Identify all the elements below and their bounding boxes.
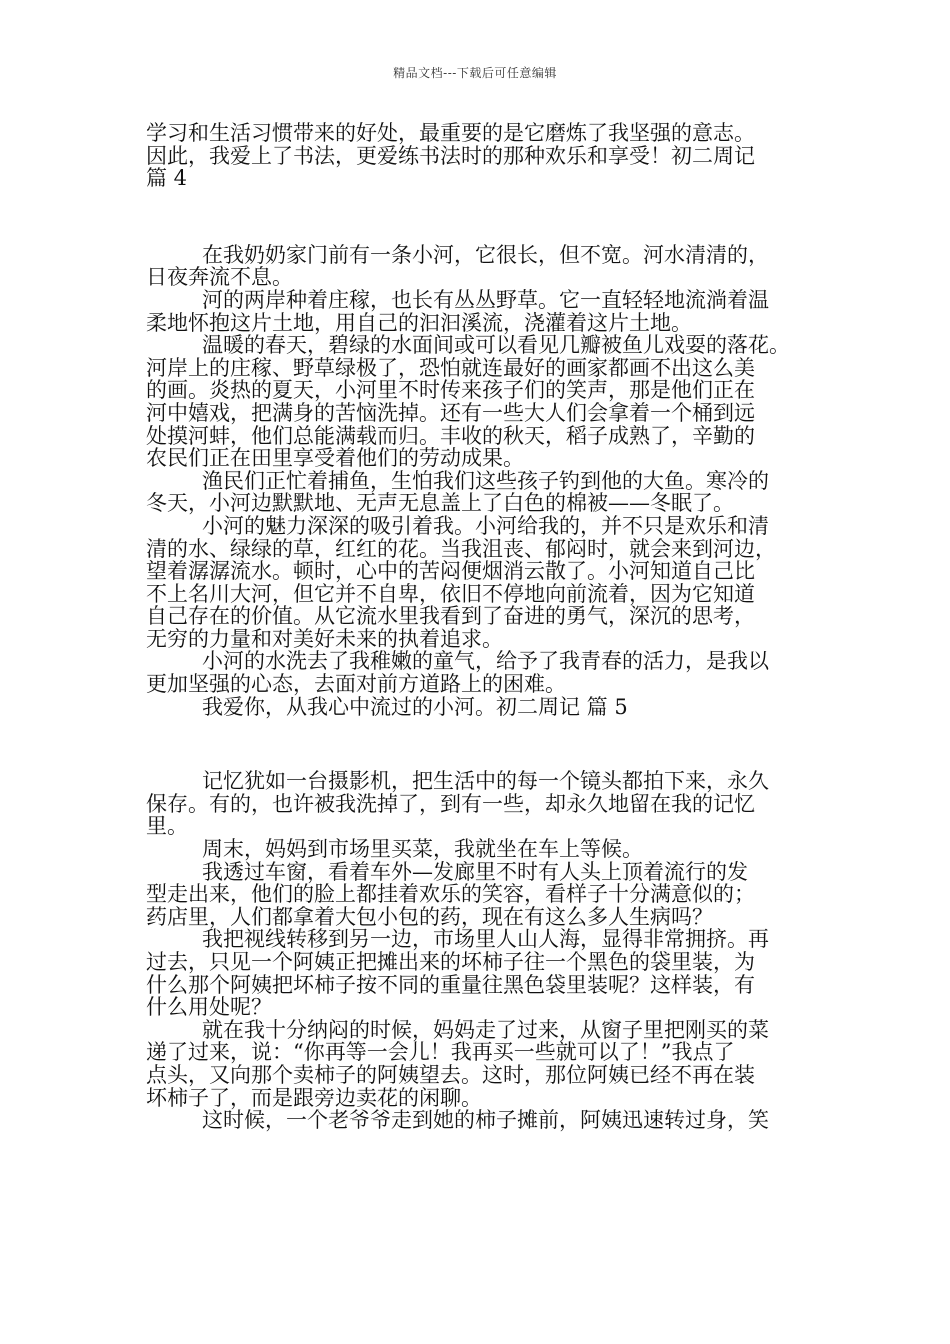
- text-line: 河岸上的庄稼、野草绿极了，恐怕就连最好的画家都画不出这么美: [146, 355, 755, 380]
- text-line: 冬天，小河边默默地、无声无息盖上了白色的棉被——冬眠了。: [146, 491, 734, 516]
- text-line: 无穷的力量和对美好未来的执着追求。: [146, 626, 503, 651]
- text-line: 农民们正在田里享受着他们的劳动成果。: [146, 446, 524, 471]
- text-line: 清的水、绿绿的草，红红的花。当我沮丧、郁闷时，就会来到河边，: [146, 536, 776, 561]
- text-line: 记忆犹如一台摄影机，把生活中的每一个镜头都拍下来，永久: [202, 769, 769, 794]
- text-line: 河的两岸种着庄稼，也长有丛丛野草。它一直轻轻地流淌着温: [202, 287, 769, 312]
- text-line: 的画。炎热的夏天，小河里不时传来孩子们的笑声，那是他们正在: [146, 378, 755, 403]
- text-line: 型走出来，他们的脸上都挂着欢乐的笑容，看样子十分满意似的；: [146, 882, 755, 907]
- text-line: 处摸河蚌，他们总能满载而归。丰收的秋天，稻子成熟了，辛勤的: [146, 423, 755, 448]
- text-line: 在我奶奶家门前有一条小河，它很长，但不宽。河水清清的，: [202, 242, 769, 267]
- text-line: 温暖的春天，碧绿的水面间或可以看见几瓣被鱼儿戏耍的落花。: [202, 333, 790, 358]
- text-line: 药店里，人们都拿着大包小包的药，现在有这么多人生病吗？: [146, 904, 713, 929]
- paragraph-gap: [146, 718, 806, 770]
- text-line: 什么用处呢？: [146, 995, 272, 1020]
- text-line: 小河的水洗去了我稚嫩的童气，给予了我青春的活力，是我以: [202, 649, 769, 674]
- page-header: 精品文档---下载后可任意编辑: [393, 66, 557, 80]
- paragraph-gap: [146, 190, 806, 244]
- text-line: 因此，我爱上了书法，更爱练书法时的那种欢乐和享受！初二周记: [146, 143, 755, 168]
- text-line: 过去，只见一个阿姨正把摊出来的坏柿子往一个黑色的袋里装，为: [146, 950, 755, 974]
- text-line: 周末，妈妈到市场里买菜，我就坐在车上等候。: [202, 837, 643, 862]
- text-line: 我透过车窗，看着车外—发廊里不时有人头上顶着流行的发: [202, 859, 748, 884]
- text-line: 就在我十分纳闷的时候，妈妈走了过来，从窗子里把刚买的菜: [202, 1017, 769, 1042]
- text-line: 里。: [146, 814, 188, 839]
- text-line: 我爱你，从我心中流过的小河。初二周记 篇 5: [202, 694, 628, 719]
- text-line: 什么那个阿姨把坏柿子按不同的重量往黑色袋里装呢？这样装，有: [146, 972, 755, 997]
- text-line: 篇 4: [146, 166, 188, 191]
- text-line: 望着潺潺流水。顿时，心中的苦闷便烟消云散了。小河知道自己比: [146, 559, 755, 584]
- text-line: 河中嬉戏，把满身的苦恼洗掉。还有一些大人们会拿着一个桶到远: [146, 400, 755, 425]
- text-line: 更加坚强的心态，去面对前方道路上的困难。: [146, 672, 566, 697]
- text-line: 不上名川大河，但它并不自卑，依旧不停地向前流着，因为它知道: [146, 581, 755, 606]
- text-line: 坏柿子了，而是跟旁边卖花的闲聊。: [146, 1085, 482, 1110]
- text-line: 小河的魅力深深的吸引着我。小河给我的，并不只是欢乐和清: [202, 513, 769, 538]
- text-line: 自己存在的价值。从它流水里我看到了奋进的勇气，深沉的思考，: [146, 604, 755, 629]
- text-line: 渔民们正忙着捕鱼，生怕我们这些孩子钓到他的大鱼。寒冷的: [202, 468, 769, 493]
- text-line: 我把视线转移到另一边，市场里人山人海，显得非常拥挤。再: [202, 927, 769, 952]
- text-line: 这时候，一个老爷爷走到她的柿子摊前，阿姨迅速转过身，笑: [202, 1108, 769, 1133]
- text-line: 柔地怀抱这片土地，用自己的汩汩溪流，浇灌着这片土地。: [146, 310, 692, 335]
- text-line: 保存。有的，也许被我洗掉了，到有一些，却永久地留在我的记忆: [146, 791, 755, 816]
- text-line: 点头，又向那个卖柿子的阿姨望去。这时，那位阿姨已经不再在装: [146, 1062, 755, 1087]
- text-line: 递了过来，说：“你再等一会儿！我再买一些就可以了！”我点了: [146, 1040, 735, 1065]
- document-body: [146, 122, 806, 1132]
- text-line: 学习和生活习惯带来的好处，最重要的是它磨炼了我坚强的意志。: [146, 121, 755, 145]
- text-line: 日夜奔流不息。: [146, 265, 293, 290]
